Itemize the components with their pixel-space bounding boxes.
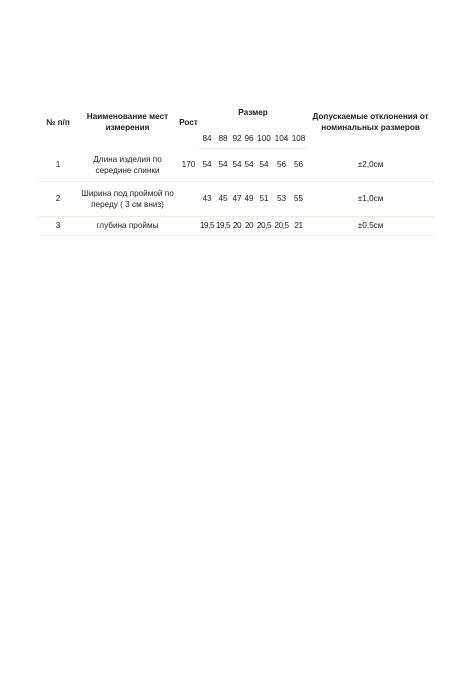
row-value: 20,5 xyxy=(273,217,290,236)
row-value: 45 xyxy=(215,182,231,217)
size-cell: 108 xyxy=(290,130,307,149)
row-measurement-name: глубина проймы xyxy=(77,217,178,236)
header-size: Размер xyxy=(238,108,268,118)
header-height: Рост xyxy=(179,117,198,127)
row-value: 56 xyxy=(290,149,307,182)
row-measurement-name: Ширина под проймой по переду ( 3 см вниз) xyxy=(77,182,178,217)
size-cell: 104 xyxy=(273,130,290,149)
row-value: 55 xyxy=(290,182,307,217)
row-value: 54 xyxy=(215,149,231,182)
row-value: 20 xyxy=(243,217,255,236)
row-value: 54 xyxy=(199,149,215,182)
measurement-table xyxy=(39,96,434,236)
row-height: 170 xyxy=(178,149,199,182)
header-row xyxy=(39,96,434,130)
header-number: № п/п xyxy=(46,117,70,127)
measurement-table-container xyxy=(39,96,434,236)
size-cell: 88 xyxy=(215,130,231,149)
row-value: 51 xyxy=(255,182,273,217)
row-value: 43 xyxy=(199,182,215,217)
row-value: 56 xyxy=(273,149,290,182)
row-value: 54 xyxy=(255,149,273,182)
row-tolerance: ±0,5см xyxy=(307,217,434,236)
row-value: 49 xyxy=(243,182,255,217)
row-number: 2 xyxy=(39,182,77,217)
row-tolerance: ±2,0см xyxy=(307,149,434,182)
size-cell: 84 xyxy=(199,130,215,149)
size-cell: 92 xyxy=(231,130,243,149)
row-number: 1 xyxy=(39,149,77,182)
row-measurement-name: Длина изделия по середине спинки xyxy=(77,149,178,182)
header-tolerance: Допускаемые отклонения от номинальных размеров xyxy=(312,112,429,133)
size-cell: 100 xyxy=(255,130,273,149)
row-number: 3 xyxy=(39,217,77,236)
row-value: 53 xyxy=(273,182,290,217)
row-value: 47 xyxy=(231,182,243,217)
row-value: 20,5 xyxy=(255,217,273,236)
row-value: 19,5 xyxy=(199,217,215,236)
header-measurement-name: Наименование мест измерения xyxy=(86,112,169,133)
row-height xyxy=(178,182,199,217)
row-value: 20 xyxy=(231,217,243,236)
size-cell: 96 xyxy=(243,130,255,149)
table-row xyxy=(39,149,434,182)
row-value: 54 xyxy=(243,149,255,182)
row-value: 21 xyxy=(290,217,307,236)
row-value: 54 xyxy=(231,149,243,182)
table-row xyxy=(39,217,434,236)
table-row xyxy=(39,182,434,217)
row-value: 19,5 xyxy=(215,217,231,236)
row-tolerance: ±1,0см xyxy=(307,182,434,217)
row-height xyxy=(178,217,199,236)
